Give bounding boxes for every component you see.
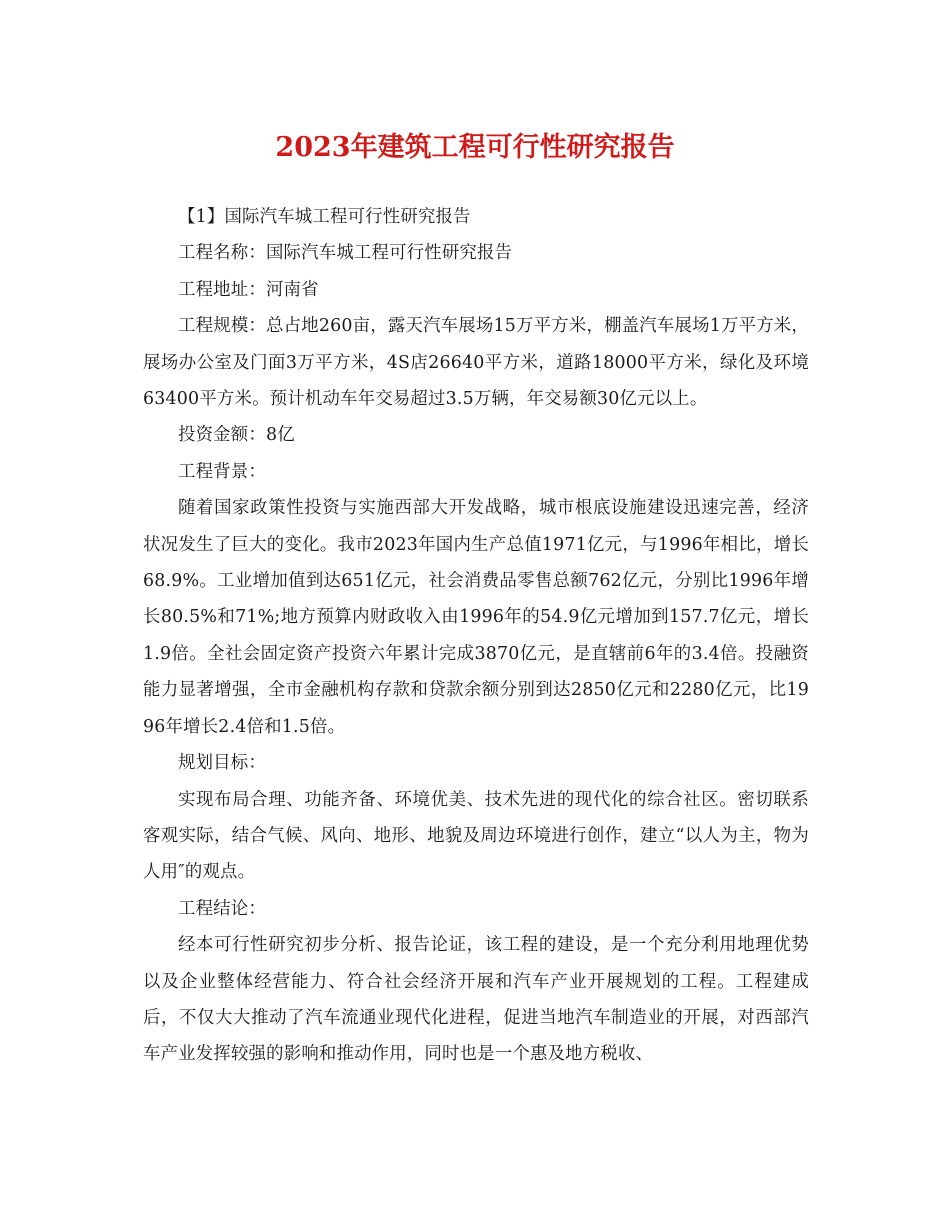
investment-amount-line: 投资金额：8亿 bbox=[178, 425, 295, 446]
conclusion-heading: 工程结论： bbox=[178, 898, 266, 919]
project-scale-paragraph: 工程规模：总占地260亩，露天汽车展场15万平方米，棚盖汽车展场1万平方米，展场办公室及门面3万平方米，4S店26640平方米，道路18000平方米，绿化及环境63400平方米。预计机动车年交易超过3.5万辆，年交易额30亿元以上。 bbox=[143, 316, 809, 410]
document-title: 2023年建筑工程可行性研究报告 bbox=[275, 132, 675, 163]
planning-goal-heading: 规划目标： bbox=[178, 753, 266, 774]
project-address-line: 工程地址：河南省 bbox=[178, 279, 319, 300]
background-heading: 工程背景： bbox=[178, 461, 266, 482]
conclusion-paragraph: 经本可行性研究初步分析、报告论证，该工程的建设，是一个充分利用地理优势以及企业整体经营能力、符合社会经济开展和汽车产业开展规划的工程。工程建成后，不仅大大推动了汽车流通业现代化进程，促进当地汽车制造业的开展，对西部汽车产业发挥较强的影响和推动作用，同时也是一个惠及地方税收、 bbox=[143, 935, 809, 1065]
document-body bbox=[143, 199, 809, 1073]
project-name-line: 工程名称：国际汽车城工程可行性研究报告 bbox=[178, 243, 513, 264]
section-heading-item-1: 【1】国际汽车城工程可行性研究报告 bbox=[178, 207, 471, 227]
background-paragraph: 随着国家政策性投资与实施西部大开发战略，城市根底设施建设迅速完善，经济状况发生了巨大的变化。我市2023年国内生产总值1971亿元，与1996年相比，增长68.9%。工业增加值到达651亿元，社会消费品零售总额762亿元，分别比1996年增长80.5%和71%;地方预算内财政收入由1996年的54.9亿元增加到157.7亿元，增长1.9倍。全社会固定资产投资六年累计完成3870亿元，是直辖前6年的3.4倍。投融资能力显著增强，全市金融机构存款和贷款余额分别到达2850亿元和2280亿元，比1996年增长2.4倍和1.5倍。 bbox=[143, 498, 809, 737]
planning-goal-paragraph: 实现布局合理、功能齐备、环境优美、技术先进的现代化的综合社区。密切联系客观实际，结合气候、风向、地形、地貌及周边环境进行创作，建立“以人为主，物为人用″的观点。 bbox=[143, 789, 809, 883]
